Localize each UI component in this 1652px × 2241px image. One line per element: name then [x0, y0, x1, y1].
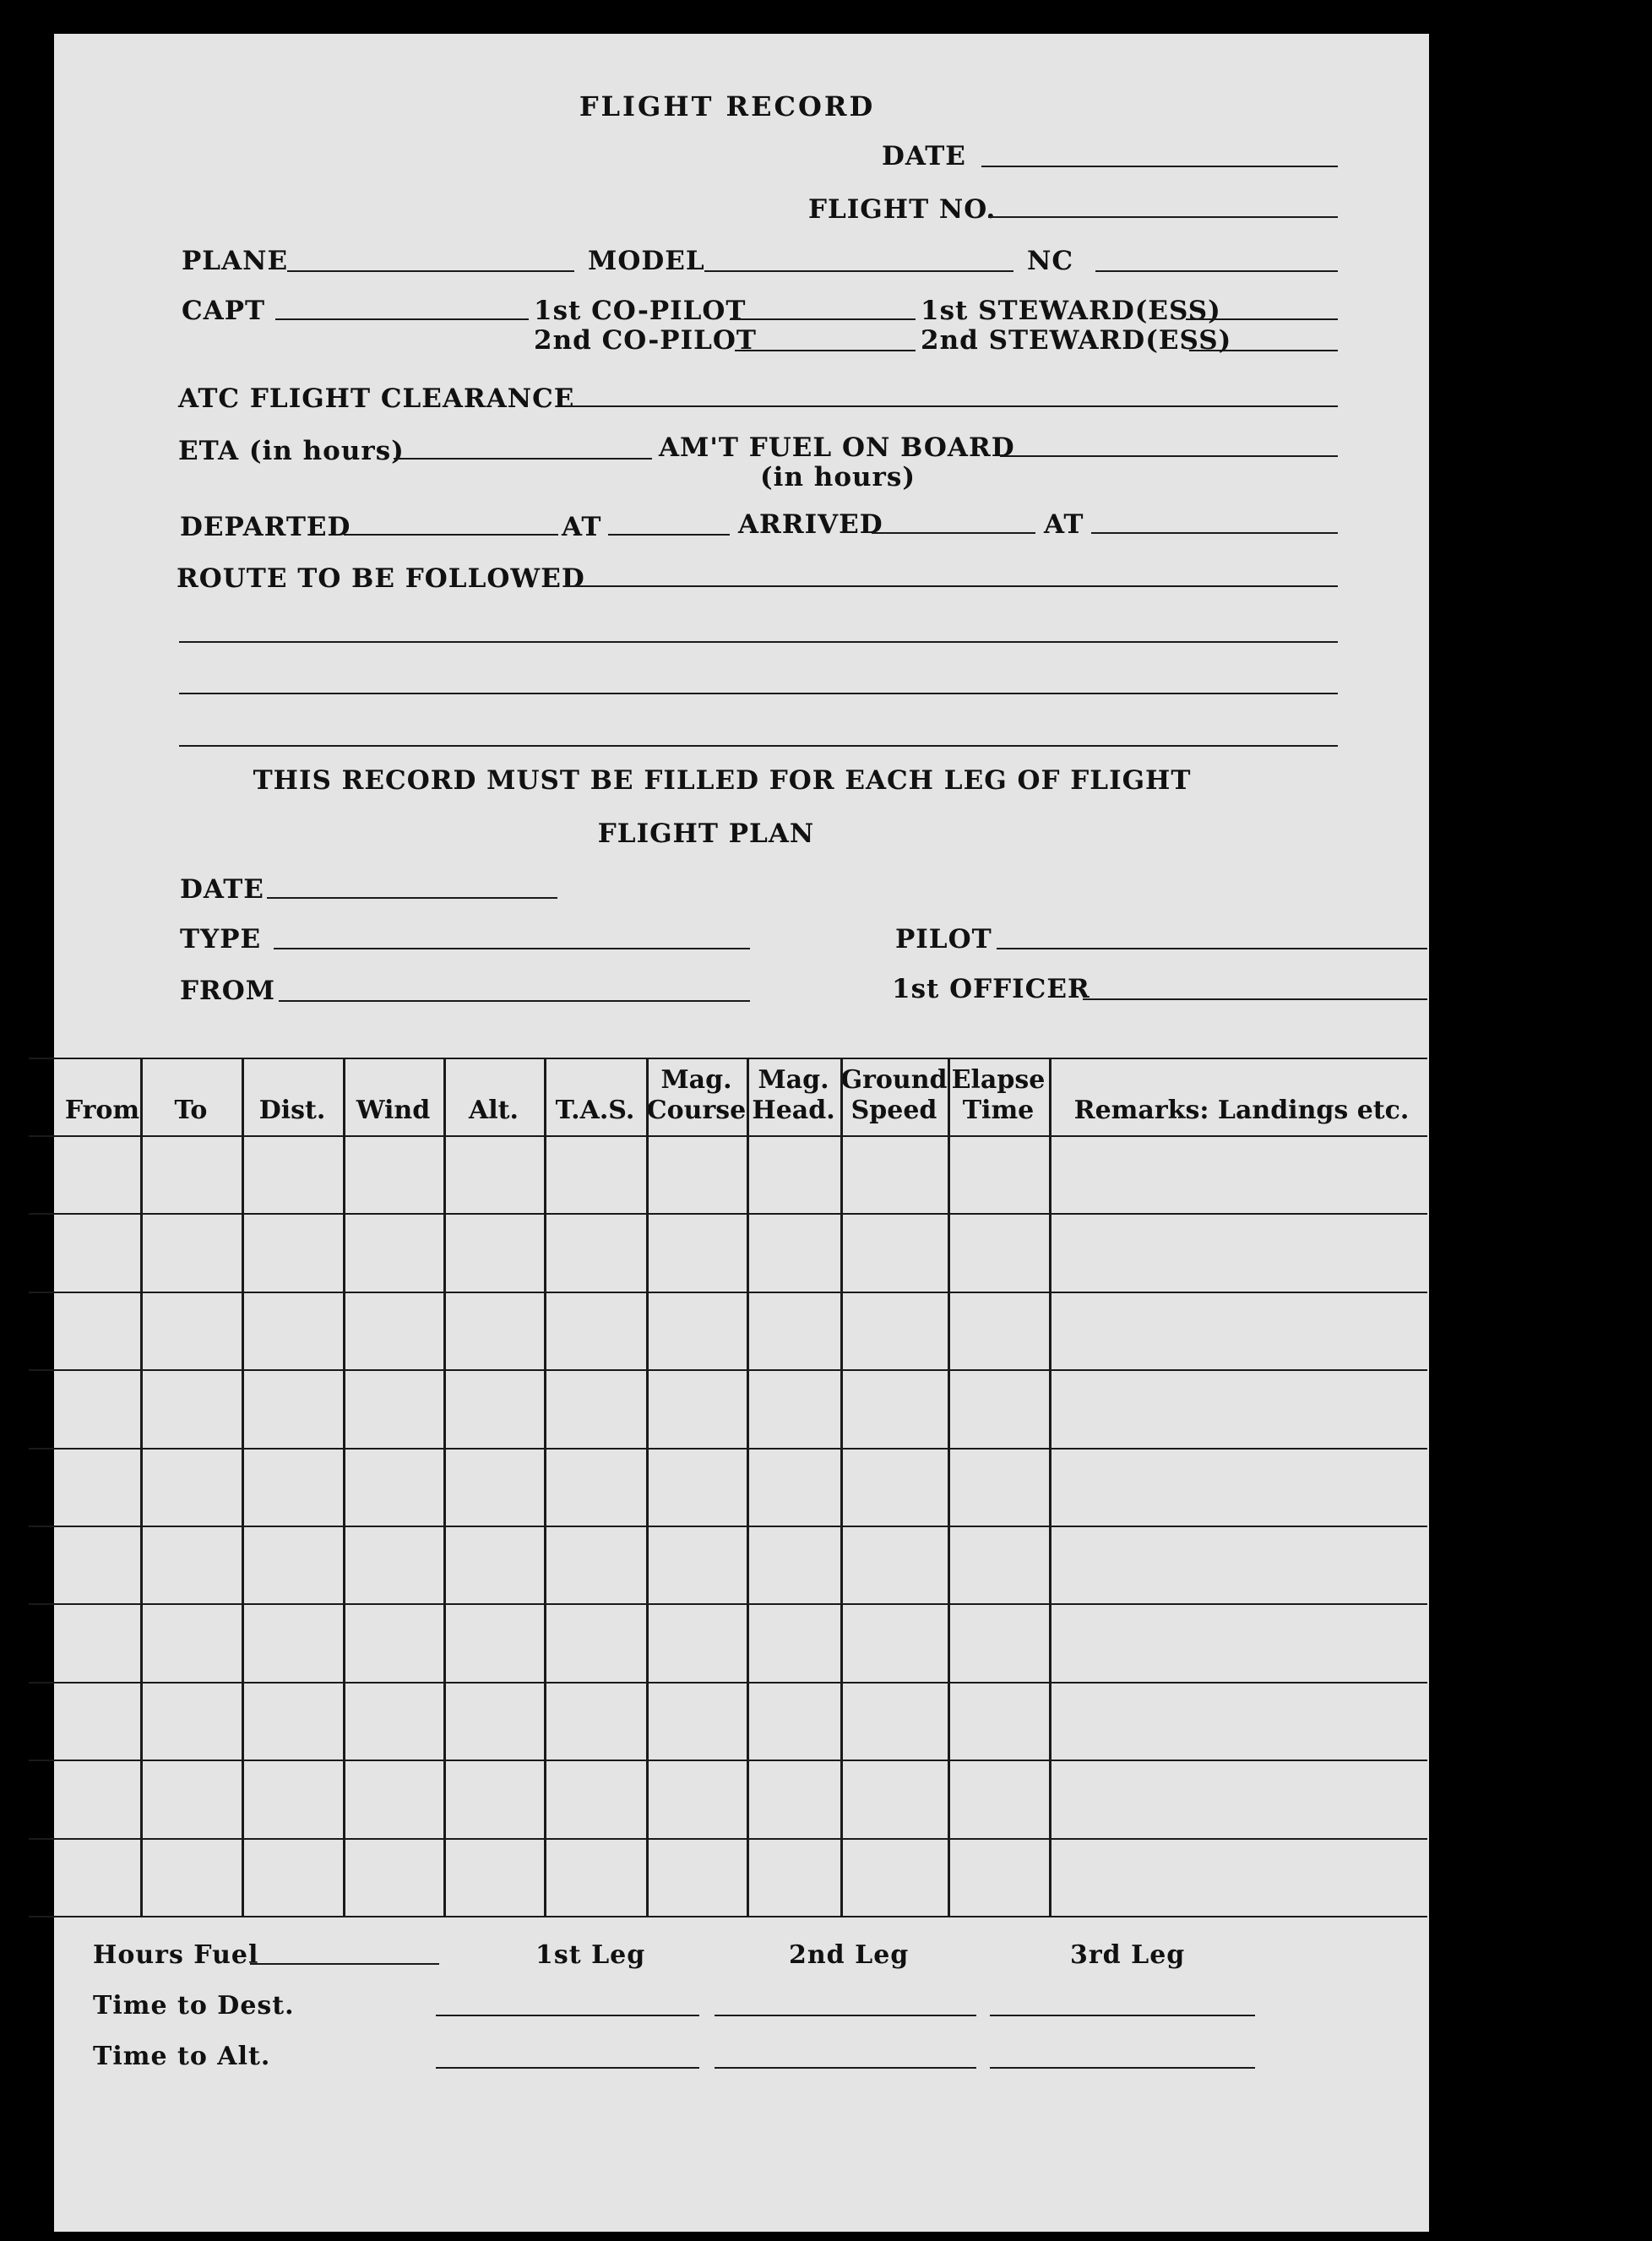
table-cell[interactable]: [1049, 1135, 1427, 1213]
time-dest-leg-3-field[interactable]: [990, 2015, 1255, 2016]
col-header-line1: Elapse: [951, 1065, 1046, 1095]
time-alt-leg-1-field[interactable]: [436, 2067, 699, 2069]
table-cell[interactable]: [747, 1838, 840, 1916]
flight-plan-table: [54, 34, 1429, 2232]
atc-label: ATC FLIGHT CLEARANCE: [178, 383, 575, 414]
col-header: T.A.S.: [555, 1096, 635, 1125]
table-cell[interactable]: [544, 1213, 646, 1291]
plan-from-label: FROM: [180, 976, 276, 1006]
table-cell[interactable]: [443, 1292, 544, 1369]
table-cell[interactable]: [544, 1838, 646, 1916]
steward-1-label: 1st STEWARD(ESS): [921, 296, 1221, 326]
table-cell[interactable]: [544, 1369, 646, 1447]
table-cell[interactable]: [544, 1760, 646, 1837]
table-cell[interactable]: [646, 1682, 747, 1760]
table-row-rule: [29, 1916, 1427, 1917]
table-cell[interactable]: [840, 1838, 948, 1916]
table-cell[interactable]: [443, 1213, 544, 1291]
table-column-rule: [242, 1058, 244, 1916]
table-cell[interactable]: [1049, 1292, 1427, 1369]
table-cell[interactable]: [747, 1448, 840, 1526]
table-cell[interactable]: [840, 1526, 948, 1603]
table-cell[interactable]: [948, 1838, 1049, 1916]
table-cell[interactable]: [840, 1292, 948, 1369]
col-header: Alt.: [469, 1096, 519, 1125]
table-cell[interactable]: [544, 1135, 646, 1213]
form-title: FLIGHT RECORD: [579, 90, 876, 122]
table-cell[interactable]: [646, 1135, 747, 1213]
table-cell[interactable]: [544, 1292, 646, 1369]
col-header: Course: [646, 1096, 747, 1125]
table-cell[interactable]: [443, 1526, 544, 1603]
notice-text: THIS RECORD MUST BE FILLED FOR EACH LEG OF FLIGHT: [253, 765, 1192, 796]
table-cell[interactable]: [54, 1838, 140, 1916]
time-dest-label: Time to Dest.: [93, 1991, 295, 2021]
col-header: Time: [962, 1096, 1035, 1125]
table-cell[interactable]: [54, 1369, 140, 1447]
table-cell[interactable]: [747, 1292, 840, 1369]
table-cell[interactable]: [343, 1448, 443, 1526]
route-label: ROUTE TO BE FOLLOWED: [177, 563, 585, 594]
table-cell[interactable]: [242, 1603, 343, 1681]
table-cell[interactable]: [646, 1292, 747, 1369]
eta-label: ETA (in hours): [178, 436, 405, 466]
form-sheet: [54, 34, 1429, 2232]
table-cell[interactable]: [840, 1135, 948, 1213]
col-header: Wind: [356, 1096, 431, 1125]
steward-2-label: 2nd STEWARD(ESS): [921, 325, 1232, 356]
table-cell[interactable]: [948, 1526, 1049, 1603]
hours-fuel-field[interactable]: [250, 1963, 439, 1965]
table-column-rule: [140, 1058, 143, 1916]
table-cell[interactable]: [840, 1369, 948, 1447]
at-label-1: AT: [562, 512, 602, 542]
table-cell[interactable]: [544, 1603, 646, 1681]
col-header-line1: Mag.: [758, 1065, 829, 1095]
table-cell[interactable]: [242, 1213, 343, 1291]
table-cell[interactable]: [646, 1526, 747, 1603]
table-cell[interactable]: [443, 1448, 544, 1526]
table-cell[interactable]: [443, 1603, 544, 1681]
table-cell[interactable]: [54, 1448, 140, 1526]
table-cell[interactable]: [54, 1213, 140, 1291]
table-cell[interactable]: [242, 1292, 343, 1369]
table-cell[interactable]: [646, 1838, 747, 1916]
table-cell[interactable]: [242, 1369, 343, 1447]
leg-2-label: 2nd Leg: [789, 1940, 910, 1970]
table-cell[interactable]: [1049, 1369, 1427, 1447]
table-cell[interactable]: [948, 1135, 1049, 1213]
table-cell[interactable]: [747, 1526, 840, 1603]
table-cell[interactable]: [948, 1292, 1049, 1369]
table-column-rule: [948, 1058, 950, 1916]
plan-pilot-label: PILOT: [895, 924, 992, 955]
table-cell[interactable]: [646, 1760, 747, 1837]
table-cell[interactable]: [840, 1760, 948, 1837]
table-column-rule: [544, 1058, 546, 1916]
table-cell[interactable]: [343, 1760, 443, 1837]
table-cell[interactable]: [343, 1838, 443, 1916]
flight-plan-heading: FLIGHT PLAN: [597, 819, 815, 849]
table-cell[interactable]: [54, 1682, 140, 1760]
table-cell[interactable]: [242, 1760, 343, 1837]
table-cell[interactable]: [840, 1213, 948, 1291]
table-cell[interactable]: [747, 1213, 840, 1291]
table-cell[interactable]: [747, 1682, 840, 1760]
table-column-rule: [747, 1058, 749, 1916]
table-cell[interactable]: [343, 1213, 443, 1291]
table-column-rule: [840, 1058, 843, 1916]
time-alt-leg-3-field[interactable]: [990, 2067, 1255, 2069]
model-label: MODEL: [588, 246, 705, 276]
table-cell[interactable]: [948, 1369, 1049, 1447]
table-cell[interactable]: [1049, 1603, 1427, 1681]
table-cell[interactable]: [140, 1838, 242, 1916]
table-cell[interactable]: [443, 1760, 544, 1837]
table-cell[interactable]: [140, 1292, 242, 1369]
hours-fuel-label: Hours Fuel: [93, 1940, 259, 1970]
time-dest-leg-2-field[interactable]: [715, 2015, 976, 2016]
table-cell[interactable]: [242, 1448, 343, 1526]
table-cell[interactable]: [646, 1213, 747, 1291]
plan-type-label: TYPE: [180, 924, 262, 955]
table-cell[interactable]: [1049, 1526, 1427, 1603]
table-cell[interactable]: [948, 1213, 1049, 1291]
table-cell[interactable]: [646, 1448, 747, 1526]
col-header: To: [174, 1096, 208, 1125]
table-cell[interactable]: [443, 1838, 544, 1916]
table-cell[interactable]: [443, 1135, 544, 1213]
plan-officer-label: 1st OFFICER: [892, 974, 1090, 1004]
table-cell[interactable]: [242, 1526, 343, 1603]
table-cell[interactable]: [443, 1369, 544, 1447]
table-cell[interactable]: [54, 1760, 140, 1837]
table-cell[interactable]: [343, 1526, 443, 1603]
table-cell[interactable]: [544, 1448, 646, 1526]
table-cell[interactable]: [343, 1603, 443, 1681]
table-cell[interactable]: [242, 1135, 343, 1213]
table-cell[interactable]: [54, 1135, 140, 1213]
leg-1-label: 1st Leg: [535, 1940, 646, 1970]
col-header: Remarks: Landings etc.: [1073, 1096, 1410, 1125]
plan-date-label: DATE: [180, 874, 264, 905]
table-cell[interactable]: [747, 1369, 840, 1447]
departed-label: DEPARTED: [180, 512, 351, 542]
co-pilot-1-label: 1st CO-PILOT: [534, 296, 747, 326]
col-header-line1: Ground: [840, 1065, 948, 1095]
nc-label: NC: [1027, 246, 1074, 276]
table-cell[interactable]: [443, 1682, 544, 1760]
table-cell[interactable]: [747, 1135, 840, 1213]
table-cell[interactable]: [747, 1603, 840, 1681]
col-header: Speed: [850, 1096, 937, 1125]
table-cell[interactable]: [1049, 1448, 1427, 1526]
table-cell[interactable]: [840, 1448, 948, 1526]
col-header: Dist.: [258, 1096, 326, 1125]
fuel-unit-label: (in hours): [760, 462, 916, 492]
at-label-2: AT: [1044, 509, 1084, 540]
col-header-line1: Mag.: [660, 1065, 732, 1095]
plane-label: PLANE: [182, 246, 289, 276]
table-cell[interactable]: [140, 1369, 242, 1447]
table-cell[interactable]: [343, 1682, 443, 1760]
table-cell[interactable]: [646, 1369, 747, 1447]
table-cell[interactable]: [140, 1448, 242, 1526]
date-label: DATE: [882, 141, 966, 171]
time-alt-label: Time to Alt.: [93, 2042, 271, 2071]
table-cell[interactable]: [343, 1135, 443, 1213]
table-cell[interactable]: [948, 1448, 1049, 1526]
table-cell[interactable]: [140, 1526, 242, 1603]
table-cell[interactable]: [1049, 1213, 1427, 1291]
col-header: From: [64, 1096, 140, 1125]
table-cell[interactable]: [646, 1603, 747, 1681]
table-top-rule: [29, 1058, 1427, 1059]
table-cell[interactable]: [140, 1135, 242, 1213]
table-cell[interactable]: [343, 1292, 443, 1369]
table-cell[interactable]: [948, 1760, 1049, 1837]
flight-no-label: FLIGHT NO.: [808, 194, 997, 225]
table-cell[interactable]: [140, 1213, 242, 1291]
table-cell[interactable]: [1049, 1682, 1427, 1760]
table-cell[interactable]: [948, 1682, 1049, 1760]
table-column-rule: [343, 1058, 345, 1916]
table-cell[interactable]: [1049, 1760, 1427, 1837]
table-cell[interactable]: [840, 1603, 948, 1681]
table-cell[interactable]: [54, 1292, 140, 1369]
table-cell[interactable]: [747, 1760, 840, 1837]
table-cell[interactable]: [1049, 1838, 1427, 1916]
table-cell[interactable]: [544, 1526, 646, 1603]
table-cell[interactable]: [140, 1603, 242, 1681]
table-cell[interactable]: [54, 1603, 140, 1681]
table-column-rule: [1049, 1058, 1052, 1916]
leg-3-label: 3rd Leg: [1070, 1940, 1186, 1970]
table-column-rule: [443, 1058, 446, 1916]
capt-label: CAPT: [182, 296, 266, 326]
table-cell[interactable]: [242, 1682, 343, 1760]
table-cell[interactable]: [544, 1682, 646, 1760]
arrived-label: ARRIVED: [738, 509, 883, 540]
fuel-label: AM'T FUEL ON BOARD: [659, 432, 1015, 463]
time-alt-leg-2-field[interactable]: [715, 2067, 976, 2069]
col-header: Head.: [752, 1096, 835, 1125]
table-cell[interactable]: [948, 1603, 1049, 1681]
table-column-rule: [646, 1058, 649, 1916]
table-cell[interactable]: [343, 1369, 443, 1447]
table-cell[interactable]: [140, 1760, 242, 1837]
table-cell[interactable]: [840, 1682, 948, 1760]
co-pilot-2-label: 2nd CO-PILOT: [534, 325, 757, 356]
table-cell[interactable]: [54, 1526, 140, 1603]
time-dest-leg-1-field[interactable]: [436, 2015, 699, 2016]
table-cell[interactable]: [140, 1682, 242, 1760]
table-cell[interactable]: [242, 1838, 343, 1916]
